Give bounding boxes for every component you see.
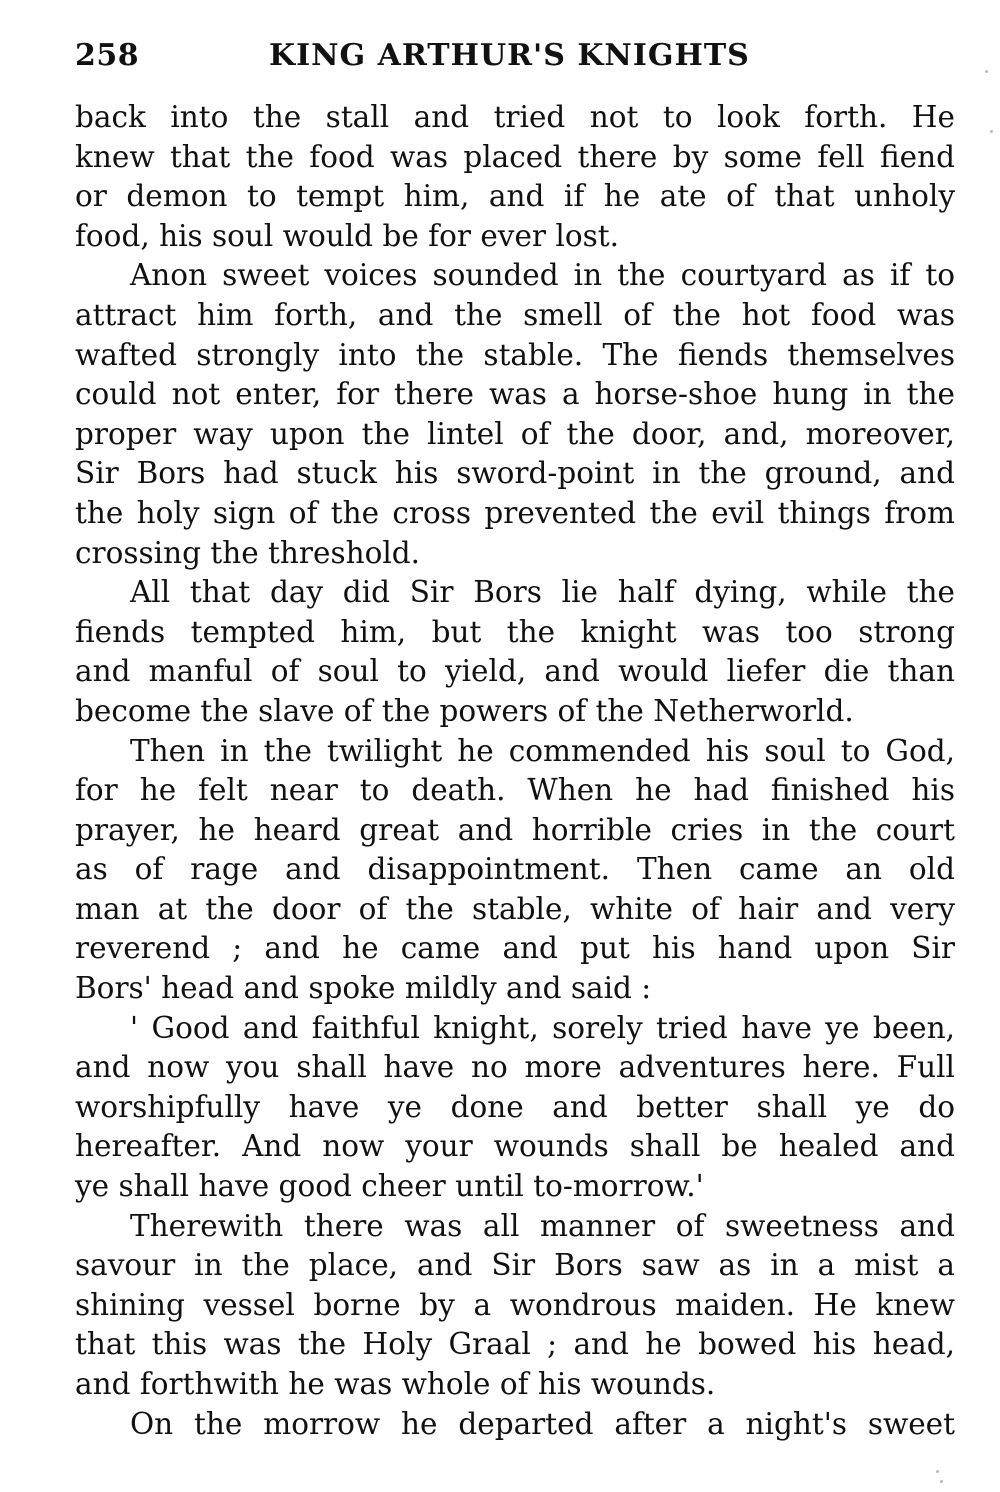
text-line: Then in the twilight he commended his soul to God, [130, 733, 955, 768]
text-line: All that day did Sir Bors lie half dying, while the [130, 575, 955, 610]
text-line: and forthwith he was whole of his wounds. [75, 1367, 716, 1401]
text-line: knew that the food was placed there by some fell fiend [75, 139, 955, 174]
text-line: hereafter. And now your wounds shall be healed and [75, 1129, 955, 1164]
text-line: and manful of soul to yield, and would liefer die than [75, 654, 955, 689]
text-line: fiends tempted him, but the knight was too strong [75, 614, 955, 649]
text-line: for he felt near to death. When he had finished his [75, 773, 955, 808]
text-line: wafted strongly into the stable. The fiends themselves [75, 337, 955, 372]
text-line: crossing the threshold. [75, 535, 421, 570]
text-line: attract him forth, and the smell of the hot food was [75, 297, 955, 332]
scan-speck [940, 1480, 943, 1483]
text-line: On the morrow he departed after a night's sweet [130, 1406, 955, 1441]
text-line: and now you shall have no more adventures here. Full [75, 1050, 955, 1085]
text-line: man at the door of the stable, white of hair and very [75, 891, 955, 926]
text-line: that this was the Holy Graal ; and he bowed his head, [75, 1327, 955, 1362]
page-number: 258 [75, 38, 140, 73]
running-head: KING ARTHUR'S KNIGHTS [269, 38, 750, 73]
scan-speck [985, 70, 988, 73]
page-header [75, 38, 955, 84]
text-line: could not enter, for there was a horse-shoe hung in the [75, 377, 955, 412]
text-line: shining vessel borne by a wondrous maiden. He knew [75, 1287, 955, 1322]
text-line: back into the stall and tried not to look forth. He [75, 100, 955, 134]
text-line: as of rage and disappointment. Then came an old [75, 852, 955, 887]
text-line: or demon to tempt him, and if he ate of that unholy [75, 179, 955, 214]
text-line: the holy sign of the cross prevented the evil things from [75, 495, 955, 530]
text-line: ' Good and faithful knight, sorely tried have ye been, [130, 1010, 955, 1045]
text-line: become the slave of the powers of the Netherworld. [75, 693, 854, 728]
text-line: reverend ; and he came and put his hand upon Sir [75, 931, 955, 966]
text-line: Sir Bors had stuck his sword-point in the ground, and [75, 456, 955, 491]
text-line: savour in the place, and Sir Bors saw as in a mist a [75, 1248, 955, 1283]
scan-speck [936, 1470, 939, 1473]
text-line: worshipfully have ye done and better shall ye do [75, 1089, 955, 1124]
text-line: Anon sweet voices sounded in the courtyard as if to [130, 258, 955, 293]
text-line: Bors' head and spoke mildly and said : [75, 971, 652, 1006]
text-line: Therewith there was all manner of sweetness and [130, 1208, 955, 1243]
text-line: proper way upon the lintel of the door, and, moreover, [75, 416, 955, 451]
body-text [75, 98, 955, 1444]
text-line: ye shall have good cheer until to-morrow.' [75, 1169, 704, 1204]
scan-speck [990, 130, 993, 133]
text-line: prayer, he heard great and horrible cries in the court [75, 812, 955, 847]
text-line: food, his soul would be for ever lost. [75, 218, 619, 253]
